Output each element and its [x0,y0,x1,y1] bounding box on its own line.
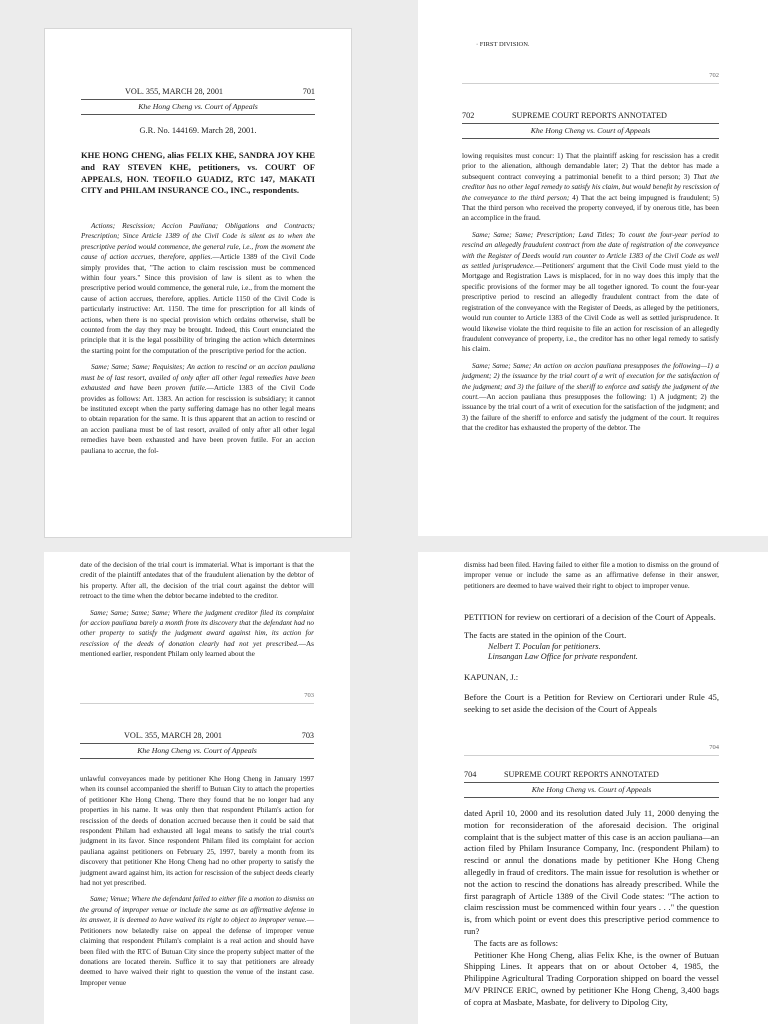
subtitle-rule [464,797,719,798]
subtitle-rule [81,114,315,115]
syllabus-text: unlawful conveyances made by petitioner Khe Hong Cheng in January 1997 when its counsel accompanied the sheriff to Butuan City to attach the properties of petitioner Khe Hong Cheng. There they found that he no longer had any properties in his name. It was only then that respondent Philam's action for rescission of the deeds of donation accrued because then it could be said that respondent Philam had exhausted all legal means to satisfy the trial court's judgment in its favor. Since respondent Philam filed its complaint for accion pauliana against petitioners on February 25, 1997, barely a month from its discovery that petitioner Khe Hong Cheng had no other property to satisfy the judgment award against him, its action for rescission of the subject deeds clearly had not yet prescribed. [80,775,314,888]
syllabus-text: —Article 1383 of the Civil Code provides as follows: Art. 1383. An action for rescission is subsidiary; it cannot be instituted except when the party suffering damage has no other legal means to obtain reparation for the same. It is thus apparent that an action to rescind or an accion pauliana must be of last resort, availed of only after all other legal remedies have been exhausted and have been proven futile. For an accion pauliana to accrue, the fol- [81,384,315,455]
syllabus-end [464,560,719,591]
syllabus-heading: Same; Same; Same; Same; Where the judgment creditor filed its complaint for accion pauliana barely a month from its discovery that the defendant had no other property to satisfy the judgment award against him, its action for rescission of the deeds of donation clearly had not yet prescribed. [80,608,314,648]
header-rule [81,99,315,100]
syllabus-text: —Article 1389 of the Civil Code simply provides that, "The action to claim rescission must be commenced within four years." Since this provision of law is silent as to when the prescriptive period would commence, the general rule, i.e., from the moment the cause of action accrues, therefore, applies. Article 1150 of the Civil Code is particularly instructive: Art. 1150. The time for prescription for all kinds of actions, when there is no special provision which ordains otherwise, shall be counted from the day they may be brought. Indeed, this Court enunciated the principle that it is the legal possibility of bringing the action which determines the starting point for the computation of the prescriptive period for the action. [81,253,315,355]
subtitle-rule [462,138,719,139]
syllabus-heading: Same; Venue; Where the defendant failed to either file a motion to dismiss on the ground of improper venue or include the same as an affirmative defense in its answer, it is deemed to have waived its right to object to improper venue. [80,895,314,925]
page-701 [44,28,352,538]
volume-header: VOL. 355, MARCH 28, 2001 [124,731,223,740]
syllabus-block [80,560,314,660]
syllabus-heading: Actions; Rescission; Accion Pauliana; Obligations and Contracts; Prescription; Since Article 1389 of the Civil Code is silent as to when the prescriptive period would commence, the general rule, i.e., from the moment the cause of action accrues, therefore, applies. [81,222,315,262]
opinion-start [464,612,719,716]
case-subtitle: Khe Hong Cheng vs. Court of Appeals [137,746,257,755]
page-number-small: 703 [304,692,314,699]
continued-text: date of the decision of the trial court is immaterial. What is important is that the credit of the plaintiff antedates that of the fraudulent alienation by the debtor of his property. After all, the decision of the trial court against the debtor will retroact to the time when the debtor became indebted to the creditor. [80,561,314,601]
syllabus-heading: Same; Same; Same; Prescription; Land Titles; To count the four-year period to rescind an allegedly fraudulent contract from the date of registration of the conveyance with the Register of Deeds would run counter to Article 1383 of the Civil Code as well as settled jurisprudence. [462,230,719,271]
syllabus-text: —An accion pauliana thus presupposes the following: 1) A judgment; 2) the issuance by the trial court of a writ of execution for the satisfaction of the judgment; and 3) the failure of the sheriff to enforce and satisfy the judgment of the court. It requires that the creditor has exhausted the property of the debtor. The [462,392,719,433]
syllabus-text: —As mentioned earlier, respondent Philam only learned about the [80,639,314,659]
counsel-petitioners: Nelbert T. Poculan for petitioners. [488,641,601,651]
intro-paragraph: Before the Court is a Petition for Review on Certiorari under Rule 45, seeking to set aside the decision of the Court of Appeals [464,692,719,715]
syllabus-heading: Same; Same; Same; Requisites; An action to rescind or an accion pauliana must be of last resort, availed of only after all other legal remedies have been exhausted and have been proven futile. [81,363,315,393]
counsel-respondent: Linsangan Law Office for private respondent. [488,652,638,662]
page-number: 704 [464,770,477,779]
ponente: KAPUNAN, J.: [464,671,519,682]
syllabus-heading: Same; Same; Same; An action on accion pauliana presupposes the following—1) a judgment; 2) the issuance by the trial court of a writ of execution for the satisfaction of the judgment; and 3) the failure of the sheriff to enforce and satisfy the judgment of the court. [462,361,719,401]
report-title: SUPREME COURT REPORTS ANNOTATED [504,770,659,779]
page-divider [462,83,719,84]
petition-line: PETITION for review on certiorari of a decision of the Court of Appeals. [464,612,716,622]
page-703 [44,552,350,1024]
footnote: · FIRST DIVISION. [476,41,530,48]
page-number-small: 702 [709,72,719,79]
continued-text: dismiss had been filed. Having failed to either file a motion to dismiss on the ground of improper venue or include the same as an affirmative defense in their answer, petitioners are deemed to have waived their right to object to improper venue. [464,561,719,590]
syllabus-text: —Petitioners' argument that the Civil Code must yield to the Mortgage and Registration Laws is misplaced, for in no way does this imply that the specific provisions of the former may be all together ignored. To count the four-year prescriptive period to rescind an allegedly fraudulent contract from the date of registration of the conveyance with the Register of Deeds, as alleged by the petitioners, would run counter to Article 1383 of the Civil Code as well as settled jurisprudence. It would likewise violate the third requisite to file an action for rescission of an allegedly fraudulent conveyance of property, i.e., the creditor has no other legal remedy to satisfy his claim. [462,262,719,354]
volume-header: VOL. 355, MARCH 28, 2001 [125,87,224,96]
case-subtitle: Khe Hong Cheng vs. Court of Appeals [530,126,651,135]
syllabus-text: —Petitioners now belatedly raise on appeal the defense of improper venue claiming that respondent Philam's complaint is a real action and should have been filed with the RTC of Butuan City since the property subject matter of the donations are located therein. Suffice it to say that petitioners are already deemed to have waived their right to question the venue of the instant case. Improper venue [80,916,314,987]
decision-text [464,808,719,1009]
subtitle-rule [80,758,314,759]
page-number: 702 [462,111,475,120]
page-704 [418,552,768,1024]
parties: KHE HONG CHENG, alias FELIX KHE, SANDRA JOY KHE and RAY STEVEN KHE, petitioners, vs. COURT OF APPEALS, HON. TEOFILO GUADIZ, RTC 147, MAKATI CITY and PHILAM INSURANCE CO., INC., respondents. [81,150,315,196]
syllabus-block [81,221,315,456]
page-divider [464,755,719,756]
page-702 [418,0,768,536]
page-number: 701 [302,87,315,96]
header-rule [462,123,719,124]
decision-paragraph: Petitioner Khe Hong Cheng, alias Felix Khe, is the owner of Butuan Shipping Lines. It appears that on or about October 4, 1985, the Philippine Agricultural Trading Corporation shipped on board the vessel M/V PRINCE ERIC, owned by petitioner Khe Hong Cheng, 3,400 bags of copra at Masbate, Masbate, for delivery to Dipolog City, [464,949,719,1007]
facts-line: The facts are stated in the opinion of the Court. [464,629,627,640]
decision-paragraph: dated April 10, 2000 and its resolution dated July 11, 2000 denying the motion for reconsideration of the aforesaid decision. The original complaint that is the subject matter of this case is an accion pauliana—an action filed by Philam Insurance Company, Inc. (respondent Philam) to rescind or annul the donations made by petitioner Khe Hong Cheng allegedly in fraud of creditors. The main issue for resolution is whether or not the action to rescind the donations has already prescribed. While the first paragraph of Article 1389 of the Civil Code states: "The action to claim rescission must be commenced within four years . . ." the question is, from which point or event does this prescriptive period commence to run? [464,808,719,936]
page-divider [80,703,314,704]
page-number: 703 [301,731,314,740]
facts-line: The facts are as follows: [474,937,558,948]
case-subtitle: Khe Hong Cheng vs. Court of Appeals [531,785,652,794]
gr-number: G.R. No. 144169. March 28, 2001. [139,126,257,135]
case-subtitle: Khe Hong Cheng vs. Court of Appeals [138,102,258,111]
page-number-small: 704 [709,744,719,751]
header-rule [464,782,719,783]
header-rule [80,743,314,744]
syllabus-block: lowing requisites must concur: 1) That the plaintiff asking for rescission has a credit prior to the alienation, although demandable later; 2) That the debtor has made a subsequent contract conveying a patrimonial benefit to a third person; 3) That the creditor has no other legal remedy to satisfy his claim, but would benefit by rescission of the conveyance to the third person; 4) That the act being impugned is fraudulent; 5) That the third person who received the property conveyed, if by onerous title, has been an accomplice in the fraud. Same; Same; Same; Prescription; Land Titles; To count the four-year period to rescind an allegedly fraudulent contract from the date of registration of the conveyance with the Register of Deeds would run counter to Article 1383 of the Civil Code as well as settled jurisprudence.—Petitioners' argument that the Civil Code must yield to the Mortgage and Registration Laws is misplaced, for in no way does this imply that the specific provisions of the former may be all together ignored. To count the four-year prescriptive period to rescind an allegedly fraudulent contract from the date of registration of the conveyance with the Register of Deeds, as alleged by the petitioners, would run counter to Article 1383 of the Civil Code as well as settled jurisprudence. It would likewise violate the third requisite to file an action for rescission of an allegedly fraudulent conveyance of property, i.e., the creditor has no other legal remedy to satisfy his claim. Same; Same; Same; An action on accion pauliana presupposes the following—1) a judgment; 2) the issuance by the trial court of a writ of execution for the satisfaction of the judgment; and 3) the failure of the sheriff to enforce and satisfy the judgment of the court.—An accion pauliana thus presupposes the following: 1) A judgment; 2) the issuance by the trial court of a writ of execution for the satisfaction of the judgment; and 3) the failure of the sheriff to enforce and satisfy the judgment of the court. It requires that the creditor has exhausted the property of the debtor. The [462,152,719,433]
report-title: SUPREME COURT REPORTS ANNOTATED [512,111,667,120]
syllabus-block [80,774,314,988]
